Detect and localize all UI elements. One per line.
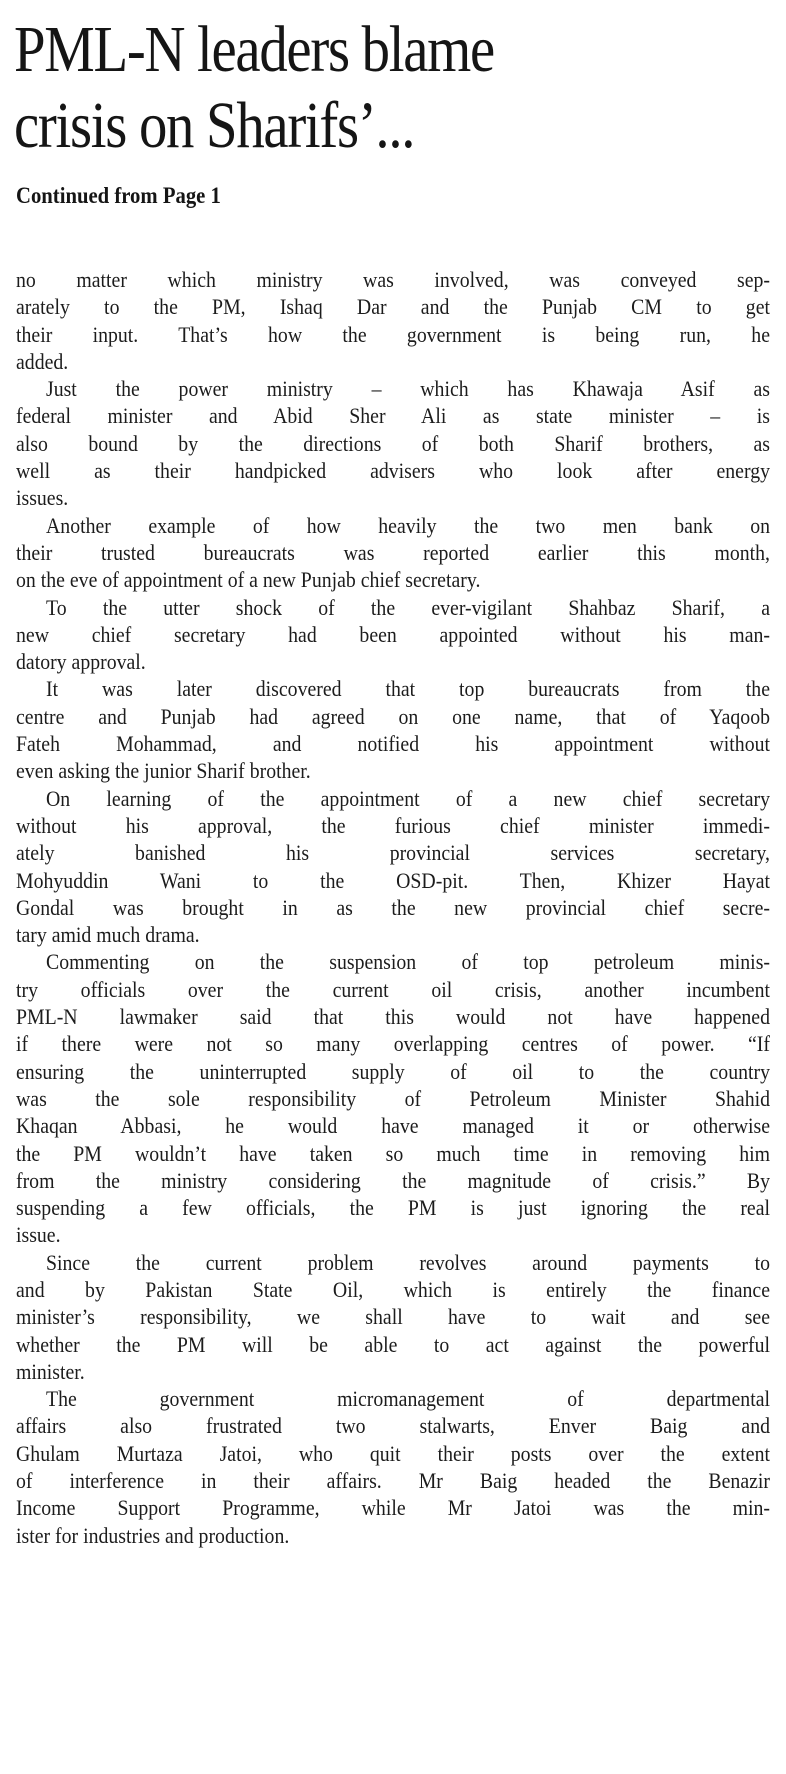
text-line: [16, 1085, 770, 1112]
text-line: [16, 867, 770, 894]
line-text: affairs also frustrated two stalwarts, Enver Baig and: [16, 1413, 770, 1439]
line-text: added.: [16, 348, 69, 374]
line-text: ister for industries and production.: [16, 1522, 290, 1548]
line-text: even asking the junior Sharif brother.: [16, 758, 311, 784]
line-text: on the eve of appointment of a new Punjab chief secretary.: [16, 567, 481, 593]
text-line: [16, 484, 770, 511]
text-line: [16, 1522, 770, 1549]
line-text: of interference in their affairs. Mr Baig headed the Benazir: [16, 1468, 770, 1494]
text-line: [16, 457, 770, 484]
text-line: [16, 757, 770, 784]
text-line: [16, 1112, 770, 1139]
line-text: Another example of how heavily the two men bank on: [46, 512, 770, 538]
text-line: [16, 321, 770, 348]
paragraph-first-line: [16, 594, 770, 621]
text-line: [16, 539, 770, 566]
text-line: [16, 1167, 770, 1194]
line-text: minister’s responsibility, we shall have to wait and see: [16, 1304, 770, 1330]
continued-from-label: Continued from Page 1: [16, 183, 221, 208]
text-line: [16, 1276, 770, 1303]
line-text: The government micromanagement of departmental: [46, 1386, 770, 1412]
line-text: new chief secretary had been appointed without his man-: [16, 621, 770, 647]
paragraph-first-line: [16, 375, 770, 402]
line-text: On learning of the appointment of a new chief secretary: [46, 785, 770, 811]
line-text: and by Pakistan State Oil, which is entirely the finance: [16, 1276, 770, 1302]
headline-line: PML-N leaders blame: [14, 13, 494, 86]
line-text: their input. That’s how the government is being run, he: [16, 321, 770, 347]
text-line: [16, 266, 770, 293]
line-text: issue.: [16, 1222, 61, 1248]
text-line: [16, 621, 770, 648]
text-line: [16, 566, 770, 593]
text-line: [16, 1221, 770, 1248]
line-text: arately to the PM, Ishaq Dar and the Punjab CM to get: [16, 294, 770, 320]
line-text: datory approval.: [16, 649, 146, 675]
paragraph-first-line: [16, 1385, 770, 1412]
text-line: [16, 348, 770, 375]
line-text: Mohyuddin Wani to the OSD-pit. Then, Khizer Hayat: [16, 867, 770, 893]
text-line: [16, 1030, 770, 1057]
text-line: [16, 430, 770, 457]
line-text: Ghulam Murtaza Jatoi, who quit their posts over the extent: [16, 1440, 770, 1466]
text-line: [16, 1412, 770, 1439]
text-line: [16, 1303, 770, 1330]
text-line: [16, 402, 770, 429]
text-line: [16, 1140, 770, 1167]
line-text: their trusted bureaucrats was reported earlier this month,: [16, 539, 770, 565]
line-text: Gondal was brought in as the new provincial chief secre-: [16, 894, 770, 920]
paragraph-first-line: [16, 675, 770, 702]
headline-line: crisis on Sharifs’...: [14, 89, 415, 162]
line-text: without his approval, the furious chief minister immedi-: [16, 812, 770, 838]
text-line: [16, 1003, 770, 1030]
line-text: if there were not so many overlapping centres of power. “If: [16, 1031, 770, 1057]
line-text: tary amid much drama.: [16, 922, 200, 948]
text-line: [16, 1467, 770, 1494]
line-text: Just the power ministry – which has Khawaja Asif as: [46, 376, 770, 402]
text-line: [16, 1494, 770, 1521]
line-text: was the sole responsibility of Petroleum Minister Shahid: [16, 1085, 770, 1111]
line-text: Income Support Programme, while Mr Jatoi was the min-: [16, 1495, 770, 1521]
text-line: [16, 812, 770, 839]
line-text: Since the current problem revolves around payments to: [46, 1249, 770, 1275]
line-text: well as their handpicked advisers who look after energy: [16, 458, 770, 484]
line-text: no matter which ministry was involved, was conveyed sep-: [16, 267, 770, 292]
text-line: [16, 1058, 770, 1085]
line-text: whether the PM will be able to act against the powerful: [16, 1331, 770, 1357]
text-line: [16, 730, 770, 757]
paragraph-first-line: [16, 1249, 770, 1276]
text-line: [16, 894, 770, 921]
line-text: It was later discovered that top bureaucrats from the: [46, 676, 770, 702]
paragraph-first-line: [16, 512, 770, 539]
text-line: [16, 1440, 770, 1467]
line-text: the PM wouldn’t have taken so much time in removing him: [16, 1140, 770, 1166]
text-line: [16, 1358, 770, 1385]
paragraph-first-line: [16, 785, 770, 812]
text-line: [16, 648, 770, 675]
line-text: Commenting on the suspension of top petroleum minis-: [46, 949, 770, 975]
line-text: Khaqan Abbasi, he would have managed it or otherwise: [16, 1113, 770, 1139]
line-text: suspending a few officials, the PM is just ignoring the real: [16, 1195, 770, 1221]
line-text: To the utter shock of the ever-vigilant Shahbaz Sharif, a: [46, 594, 770, 620]
line-text: from the ministry considering the magnitude of crisis.” By: [16, 1167, 770, 1193]
line-text: ately banished his provincial services secretary,: [16, 840, 770, 866]
line-text: try officials over the current oil crisis, another incumbent: [16, 976, 770, 1002]
article-body: [16, 266, 770, 1549]
text-line: [16, 1194, 770, 1221]
line-text: PML-N lawmaker said that this would not have happened: [16, 1004, 770, 1030]
line-text: minister.: [16, 1358, 85, 1384]
text-line: [16, 839, 770, 866]
line-text: federal minister and Abid Sher Ali as state minister – is: [16, 403, 770, 429]
line-text: issues.: [16, 485, 69, 511]
headline: [14, 12, 668, 164]
paragraph-first-line: [16, 948, 770, 975]
line-text: also bound by the directions of both Sharif brothers, as: [16, 430, 770, 456]
text-line: [16, 976, 770, 1003]
line-text: Fateh Mohammad, and notified his appointment without: [16, 731, 770, 757]
text-line: [16, 293, 770, 320]
line-text: centre and Punjab had agreed on one name, that of Yaqoob: [16, 703, 770, 729]
line-text: ensuring the uninterrupted supply of oil to the country: [16, 1058, 770, 1084]
text-line: [16, 921, 770, 948]
text-line: [16, 1331, 770, 1358]
text-line: [16, 703, 770, 730]
